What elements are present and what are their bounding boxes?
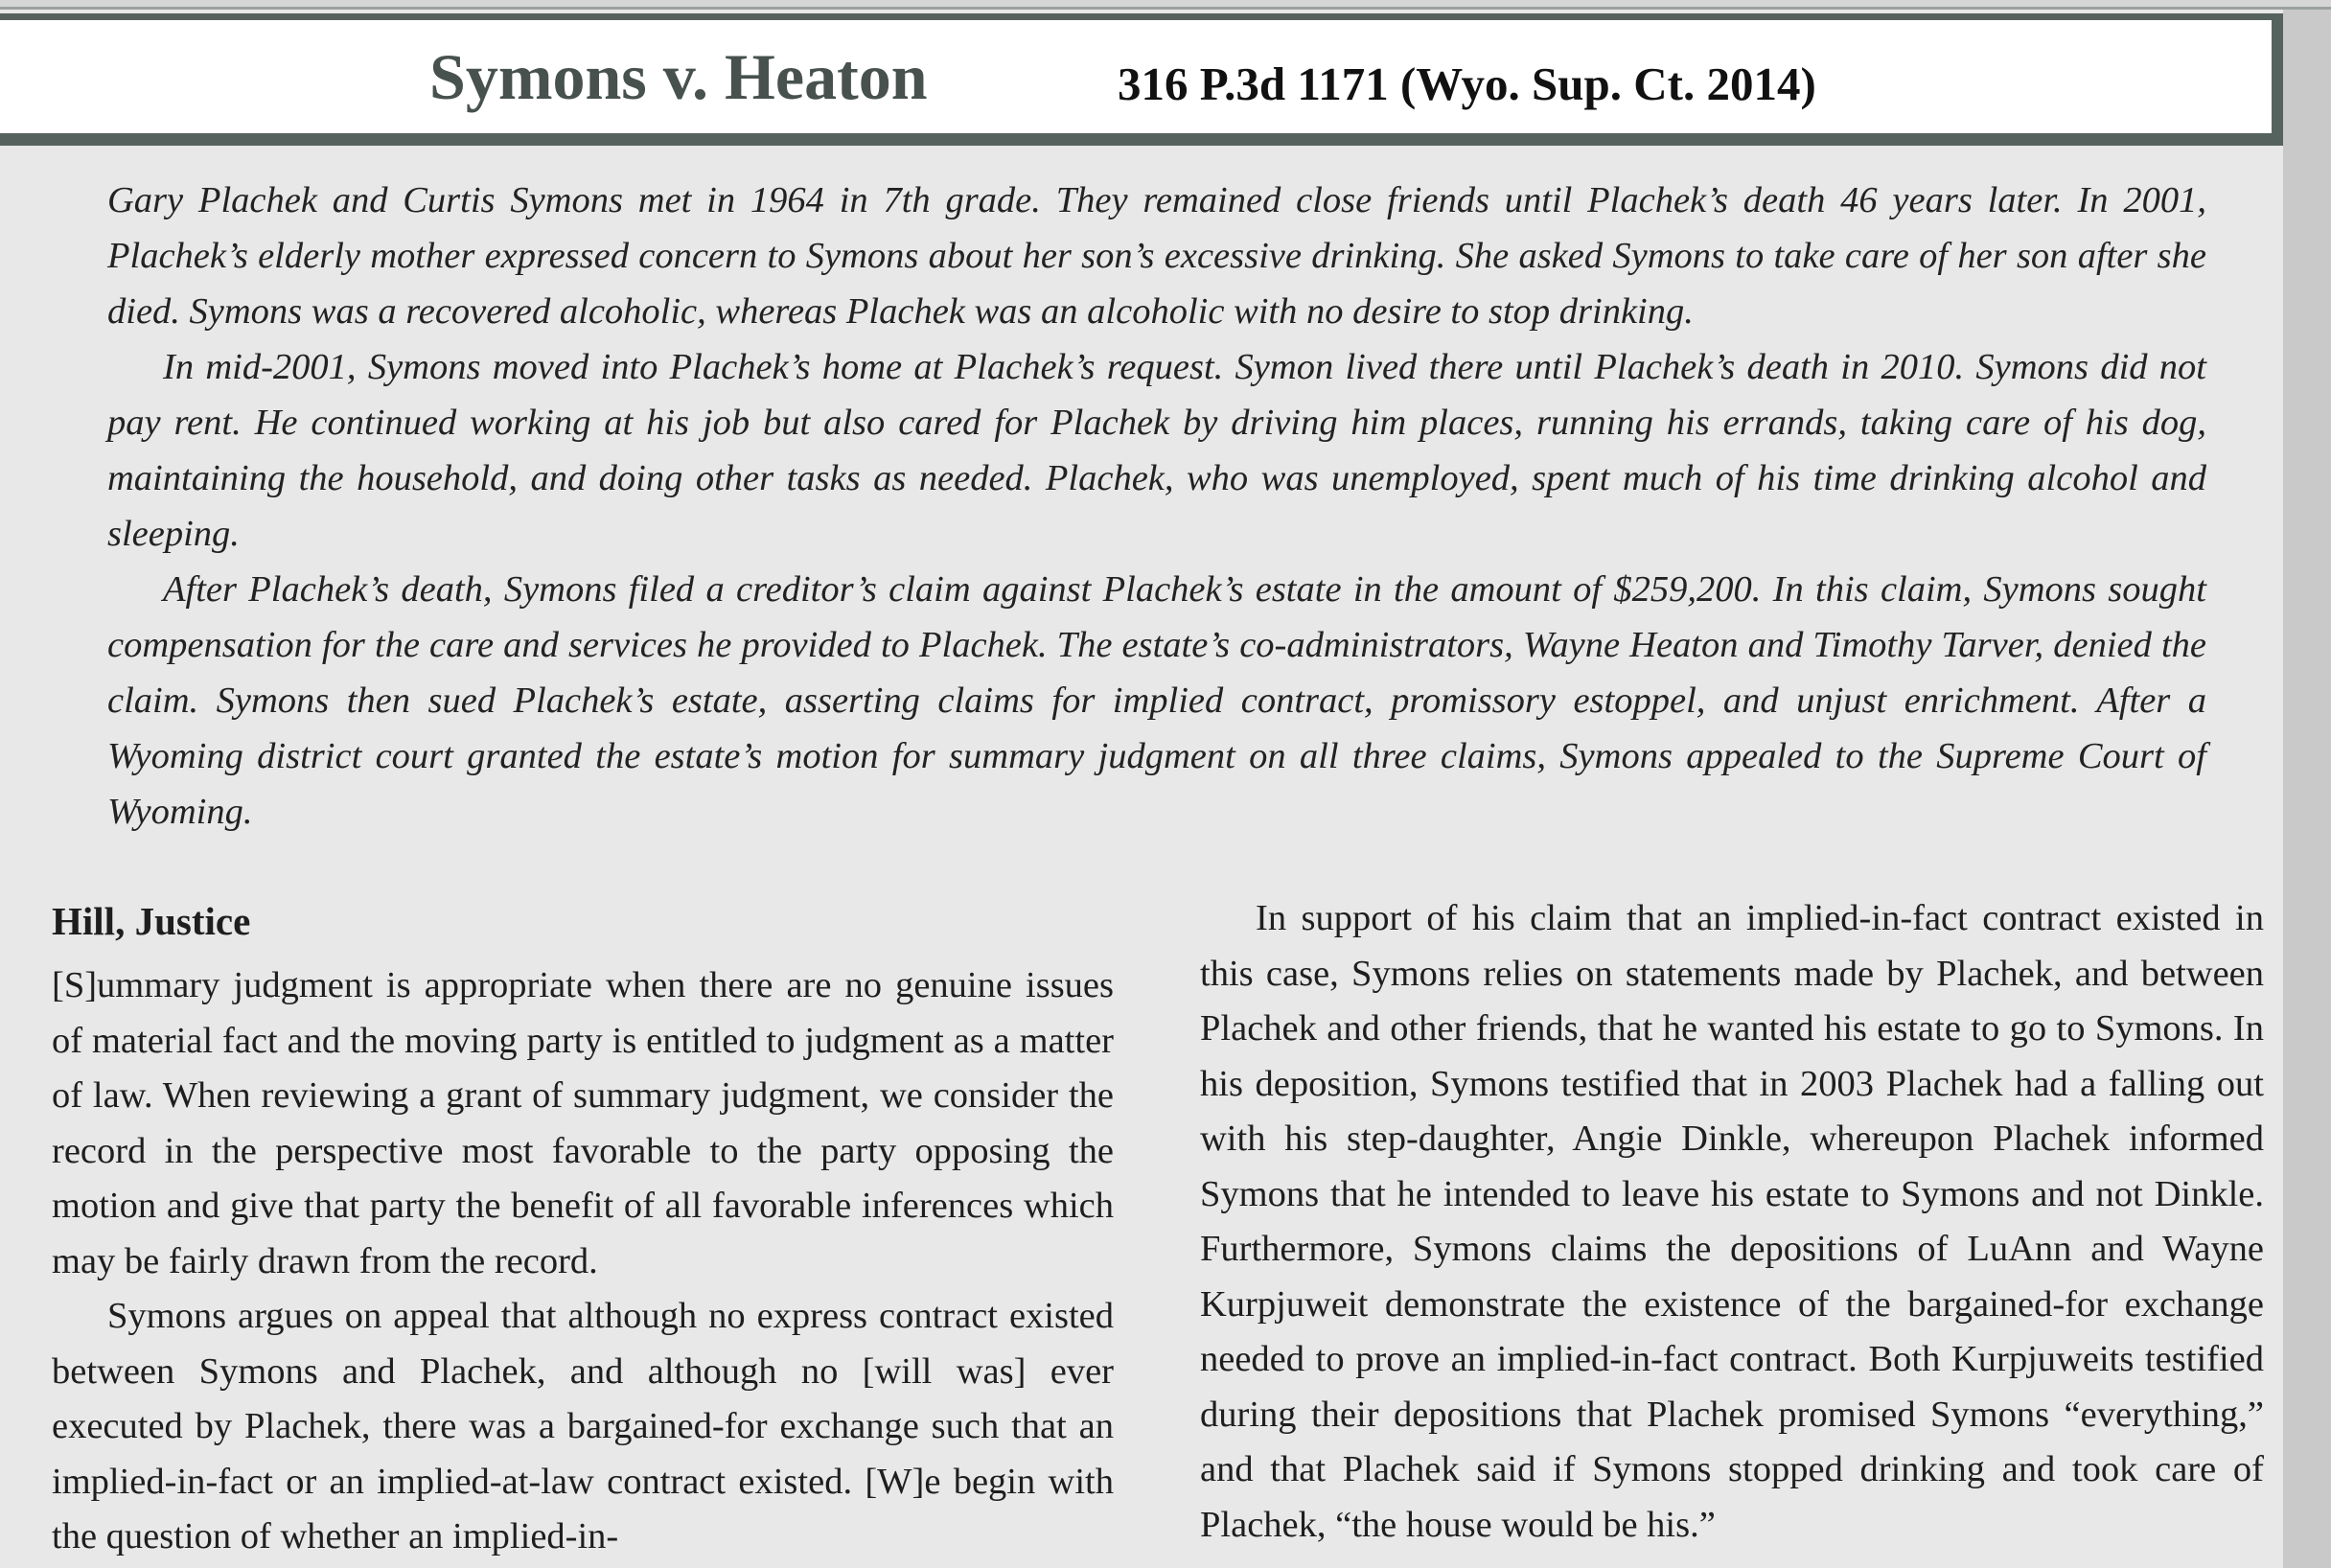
opinion-left-column (52, 891, 1114, 1565)
facts-paragraph: Gary Plachek and Curtis Symons met in 1964 in 7th grade. They remained close friends until Plachek’s death 46 years later. In 2001, Plachek’s elderly mother expressed concern to Symons about her son’s excessive drinking. She asked Symons to take care of her son after she died. Symons was a recovered alcoholic, whereas Plachek was an alcoholic with no desire to stop drinking. (107, 180, 2206, 332)
top-rule (0, 0, 2331, 10)
facts-paragraph: After Plachek’s death, Symons filed a creditor’s claim against Plachek’s estate in the amount of $259,200. In this claim, Symons sought compensation for the care and services he provided to Plachek. The estate’s co-administrators, Wayne Heaton and Timothy Tarver, denied the claim. Symons then sued Plachek’s estate, asserting claims for implied contract, promissory estoppel, and unjust enrichment. After a Wyoming district court granted the estate’s motion for summary judgment on all three claims, Symons appealed to the Supreme Court of Wyoming. (107, 569, 2206, 832)
case-header-banner (0, 13, 2283, 146)
case-header-box (0, 20, 2273, 135)
case-citation: 316 P.3d 1171 (Wyo. Sup. Ct. 2014) (1118, 58, 1816, 110)
opinion-paragraph: In support of his claim that an implied-in-fact contract existed in this case, Symons relies on statements made by Plachek, and between Plachek and other friends, that he wanted his estate to go to Symons. In his deposition, Symons testified that in 2003 Plachek had a falling out with his step-daughter, Angie Dinkle, whereupon Plachek informed Symons that he intended to leave his estate to Symons and not Dinkle. Furthermore, Symons claims the depositions of LuAnn and Wayne Kurpjuweit demonstrate the existence of the bargained-for exchange needed to prove an implied-in-fact contract. Both Kurpjuweits testified during their depositions that Plachek promised Symons “everything,” and that Plachek said if Symons stopped drinking and took care of Plachek, “the house would be his.” (1200, 898, 2264, 1545)
facts-paragraph: In mid-2001, Symons moved into Plachek’s home at Plachek’s request. Symon lived there until Plachek’s death in 2010. Symons did not pay rent. He continued working at his job but also cared for Plachek by driving him places, running his errands, taking care of his dog, maintaining the household, and doing other tasks as needed. Plachek, who was unemployed, spent much of his time drinking alcohol and sleeping. (107, 347, 2206, 554)
opinion-paragraph: [S]ummary judgment is appropriate when there are no genuine issues of material fact and the moving party is entitled to judgment as a matter of law. When reviewing a grant of summary judgment, we consider the record in the perspective most favorable to the party opposing the motion and give that party the benefit of all favorable inferences which may be fairly drawn from the record. (52, 965, 1114, 1281)
case-name: Symons v. Heaton (429, 40, 928, 113)
right-margin-bar (2283, 10, 2331, 1568)
case-facts-summary (107, 173, 2206, 840)
opinion-paragraph: Symons argues on appeal that although no express contract existed between Symons and Plachek, and although no [will was] ever executed by Plachek, there was a bargained-for exchange such that an implied-in-fact or an implied-at-law contract existed. [W]e begin with the question of whether an implied-in- (52, 1296, 1114, 1556)
opinion-right-column (1200, 891, 2264, 1553)
justice-name: Hill, Justice (52, 899, 251, 943)
